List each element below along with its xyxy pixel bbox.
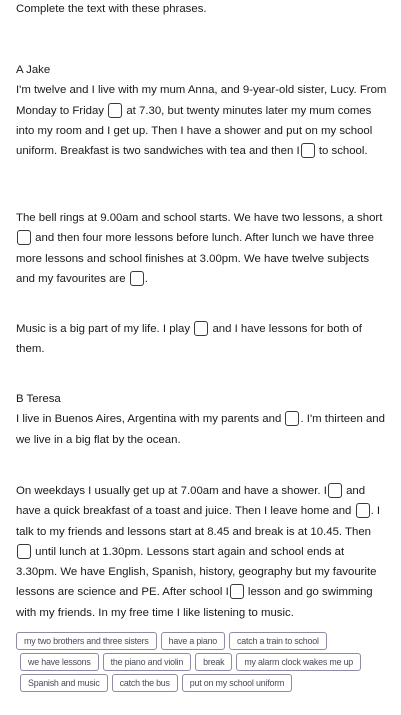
teresa-p2-text-4: until lunch at 1.30pm. Lessons start again and school ends at 3.30pm. We have English, Spanish, history, geography but my favourite lessons are science and PE. After school I [16,545,377,599]
jake-p3-text-2: and I have lessons for both of them. [16,323,362,356]
jake-p1-text-1: I'm twelve and I live with my mum Anna, and 9-year-old sister, Lucy. From Monday to Friday [16,84,387,117]
answer-blank-4[interactable] [130,271,144,286]
jake-paragraph-3 [16,319,388,360]
phrase-row-2 [16,653,388,671]
phrase-row-3 [16,674,388,692]
jake-heading: A Jake [16,64,51,76]
teresa-paragraph-1 [16,389,388,450]
answer-blank-5[interactable] [194,321,208,336]
jake-p1-text-3: to school. [318,145,368,158]
phrase-bank [16,632,388,695]
phrase-chip[interactable]: Spanish and music [20,674,108,692]
phrase-chip[interactable]: the piano and violin [103,653,191,671]
jake-p3-text-1: Music is a big part of my life. I play [16,323,191,335]
answer-blank-7[interactable] [328,483,342,498]
phrase-chip[interactable]: catch the bus [112,674,178,692]
jake-paragraph-1 [16,60,388,161]
jake-p1-text-2: at 7.30, but twenty minutes later my mum comes into my room and I get up. Then I have a shower and put on my school uniform. Breakfast is two sandwiches with tea and then I [16,104,373,158]
phrase-row-1 [16,632,388,650]
instruction-text: Complete the text with these phrases. [16,3,207,15]
teresa-p1-text-2: . I'm thirteen and we live in a big flat by the ocean. [16,413,385,446]
answer-blank-1[interactable] [108,103,122,118]
answer-blank-2[interactable] [301,143,315,158]
answer-blank-9[interactable] [17,544,31,559]
teresa-paragraph-2 [16,481,388,623]
answer-blank-8[interactable] [356,503,370,518]
jake-p2-text-3: . [144,272,148,285]
teresa-heading: B Teresa [16,393,61,405]
phrase-chip[interactable]: put on my school uniform [182,674,292,692]
teresa-p2-text-2: and have a quick breakfast of a toast and juice. Then I leave home and [16,485,366,518]
phrase-chip[interactable]: my two brothers and three sisters [16,632,157,650]
phrase-chip[interactable]: have a piano [161,632,225,650]
answer-blank-10[interactable] [230,584,244,599]
phrase-chip[interactable]: break [195,653,232,671]
phrase-chip[interactable]: we have lessons [20,653,99,671]
answer-blank-3[interactable] [17,230,31,245]
phrase-chip[interactable]: my alarm clock wakes me up [236,653,361,671]
phrase-chip[interactable]: catch a train to school [229,632,327,650]
teresa-p2-text-3: . I talk to my friends and lessons start at 8.45 and break is at 10.45. Then [16,505,381,538]
jake-p2-text-2: and then four more lessons before lunch. After lunch we have three more lessons and school finishes at 3.00pm. We have twelve subjects and my favourites are [16,232,374,285]
teresa-p2-text-5: lesson and go swimming with my friends. In my free time I like listening to music. [16,586,373,619]
teresa-p1-text-1: I live in Buenos Aires, Argentina with my parents and [16,413,282,426]
jake-p2-text-1: The bell rings at 9.00am and school starts. We have two lessons, a short [16,212,383,224]
jake-paragraph-2 [16,208,388,289]
answer-blank-6[interactable] [285,411,299,426]
teresa-p2-text-1: On weekdays I usually get up at 7.00am and have a shower. I [16,485,327,497]
